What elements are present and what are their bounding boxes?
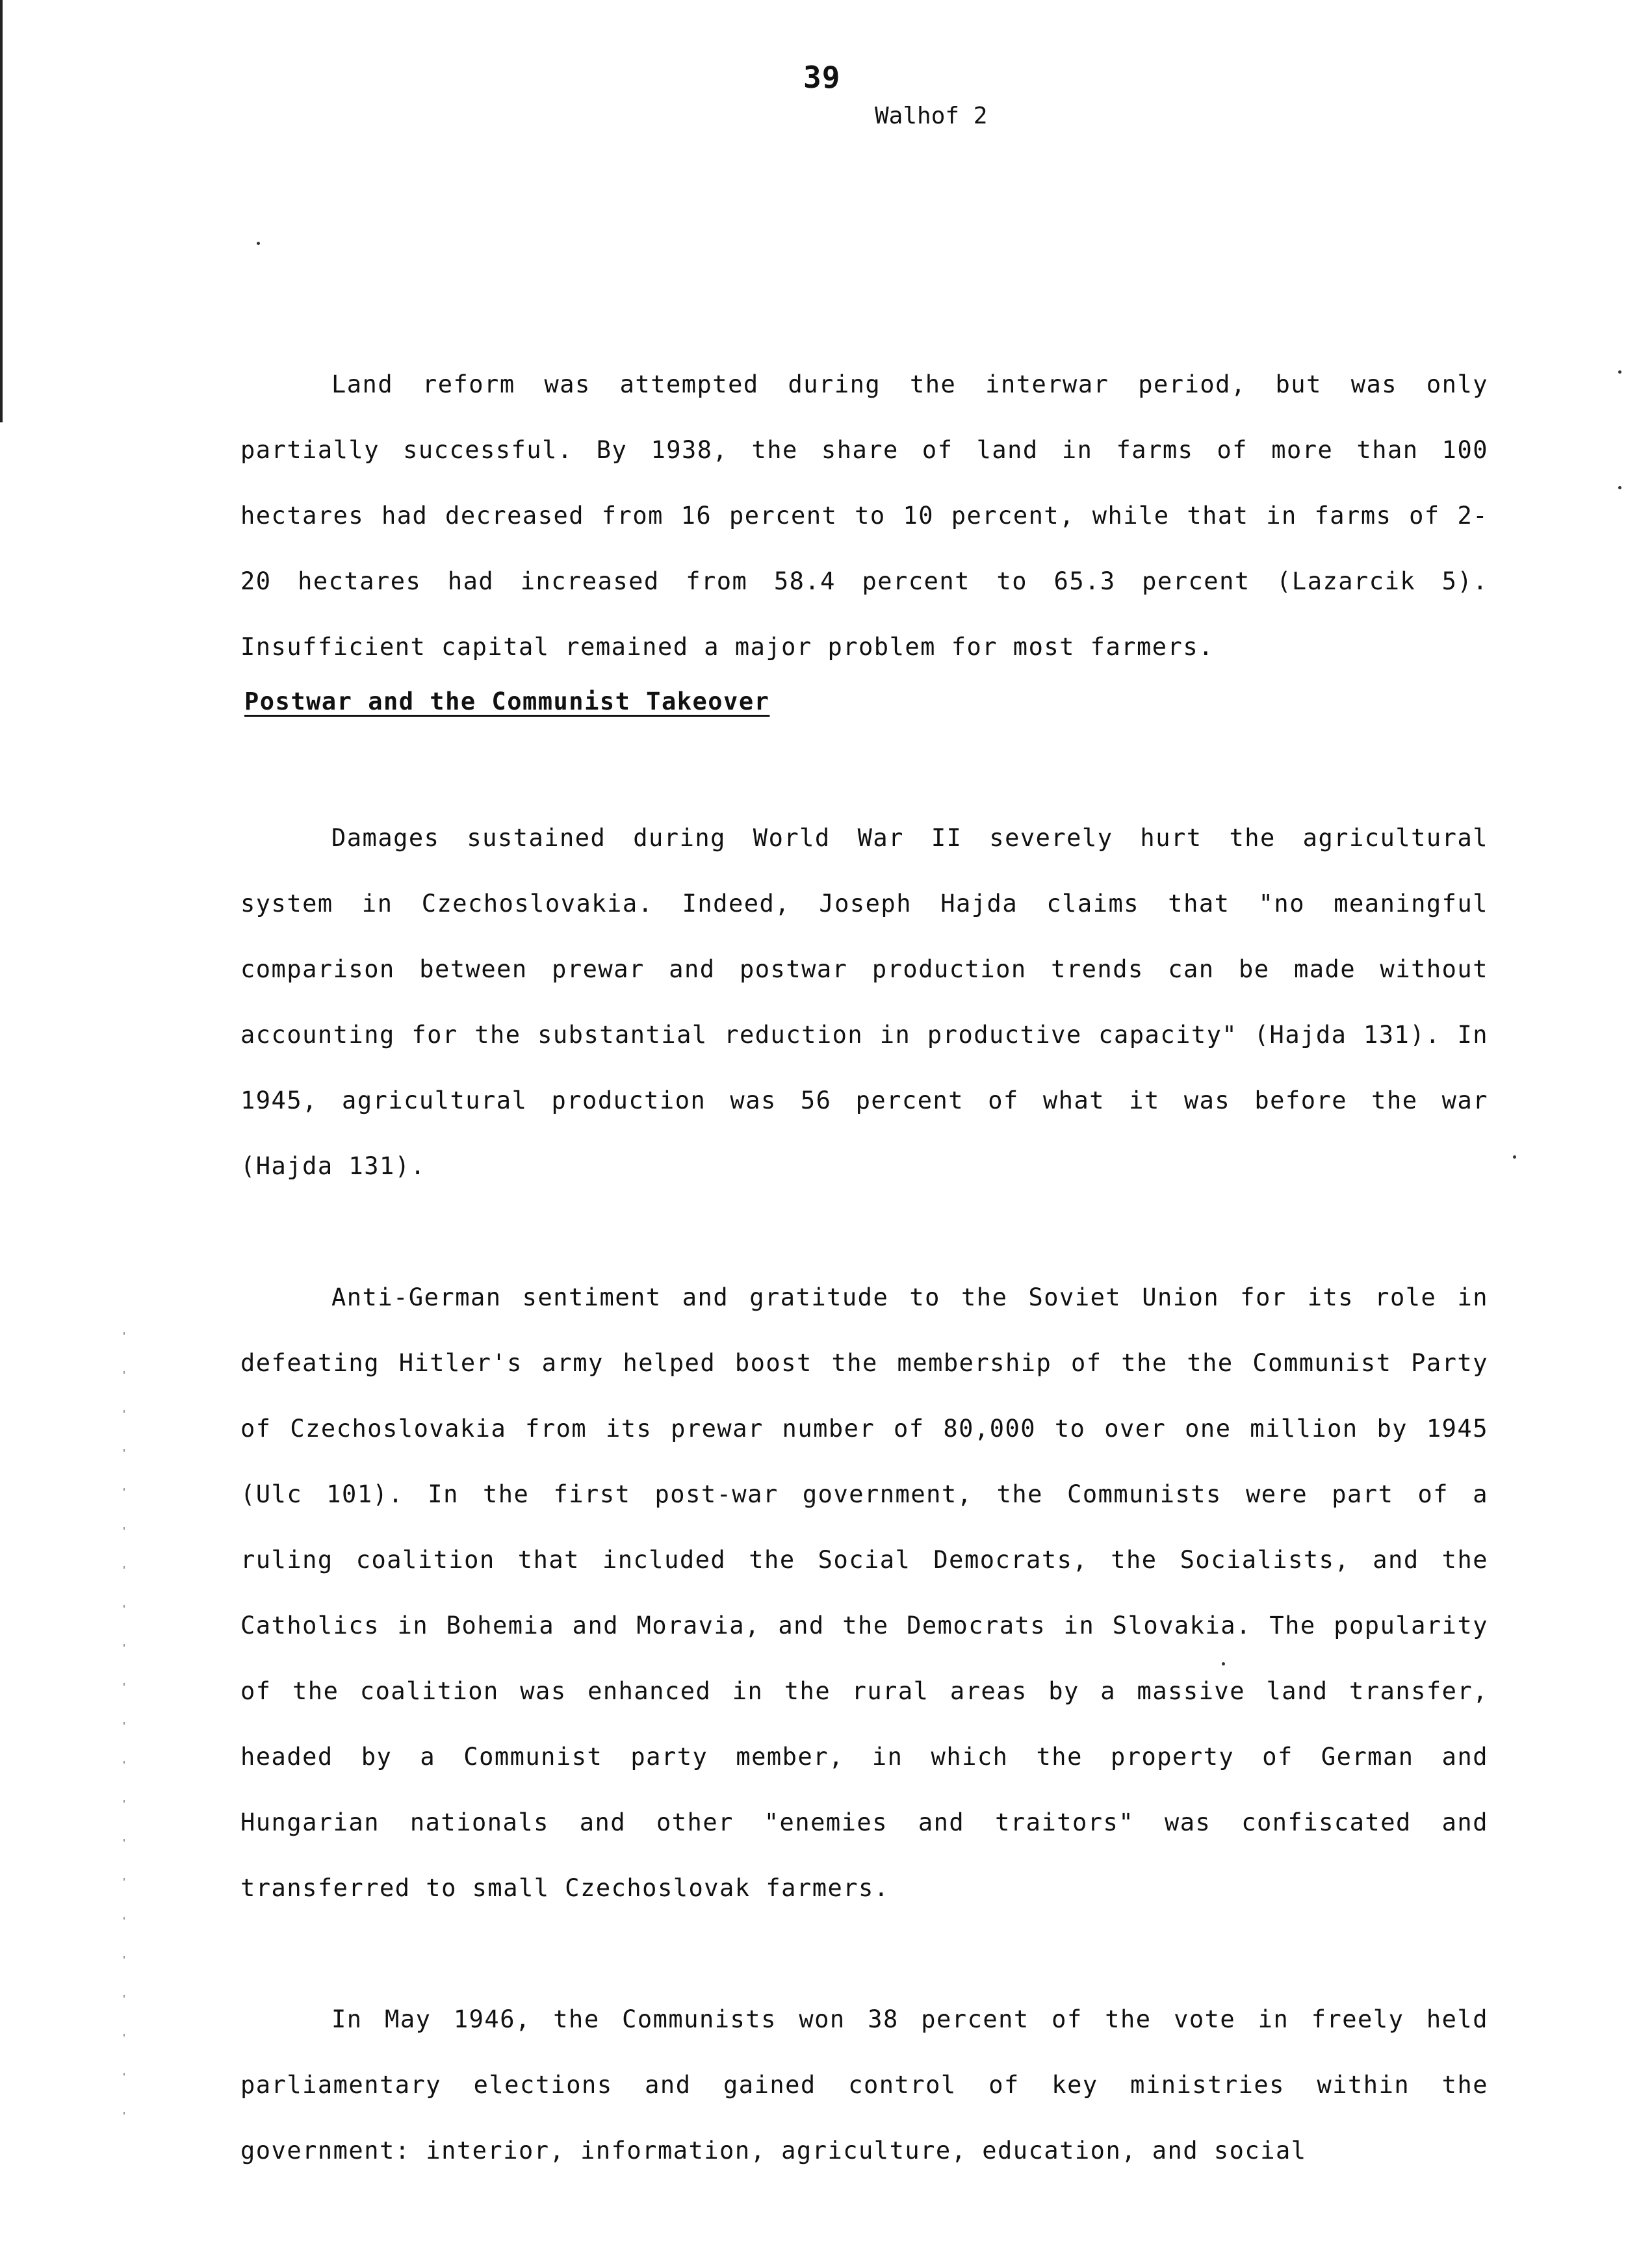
scan-speck [1513, 1155, 1516, 1159]
section-heading: Postwar and the Communist Takeover [244, 688, 770, 715]
intro-section [240, 286, 1488, 745]
scan-speck [1618, 370, 1621, 374]
running-head: Walhof 2 [875, 103, 988, 129]
scan-speck [257, 242, 260, 245]
page-number: 39 [803, 60, 841, 95]
body-paragraph-3: In May 1946, the Communists won 38 percent of the vote in freely held parliamentary elections and gained control of key ministries within the government: interior, information, agriculture, education, and social [240, 2005, 1488, 2165]
scan-speck [1222, 1662, 1225, 1665]
body-paragraph-1: Damages sustained during World War II severely hurt the agricultural system in Czechoslovakia. Indeed, Joseph Hajda claims that "no meaningful comparison between prewar and postwar production trends can be made without accounting for the substantial reduction in productive capacity" (Hajda 131). In 1945, agricultural production was 56 percent of what it was before the war (Hajda 131). [240, 824, 1488, 1180]
body-paragraph-2: Anti-German sentiment and gratitude to the Soviet Union for its role in defeating Hitler's army helped boost the membership of the the Communist Party of Czechoslovakia from its prewar number of 80,000 to over one million by 1945 (Ulc 101). In the first post-war government, the Communists were part of a ruling coalition that included the Social Democrats, the Socialists, and the Catholics in Bohemia and Moravia, and the Democrats in Slovakia. The popularity of the coalition was enhanced in the rural areas by a massive land transfer, headed by a Communist party member, in which the property of German and Hungarian nationals and other "enemies and traitors" was confiscated and transferred to small Czechoslovak farmers. [240, 1283, 1488, 1902]
intro-paragraph: Land reform was attempted during the interwar period, but was only partially successful. By 1938, the share of land in farms of more than 100 hectares had decreased from 16 percent to 10 percent, while that in farms of 2-20 hectares had increased from 58.4 percent to 65.3 percent (Lazarcik 5). Insufficient capital remained a major problem for most farmers. [240, 370, 1488, 661]
scan-speck [1618, 486, 1621, 489]
margin-scan-marks [123, 1332, 125, 2144]
section-body [240, 739, 1488, 2249]
scan-edge-line [0, 0, 3, 422]
